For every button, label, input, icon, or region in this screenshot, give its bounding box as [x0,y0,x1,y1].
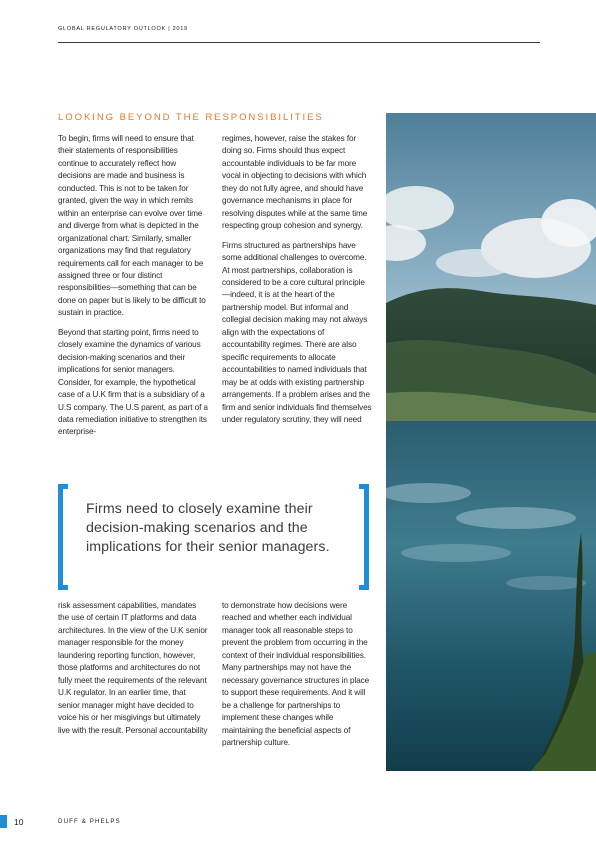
section-heading: LOOKING BEYOND THE RESPONSIBILITIES [58,112,324,123]
running-header: GLOBAL REGULATORY OUTLOOK | 2019 [58,26,188,32]
paragraph: Firms structured as partnerships have some additional challenges to overcome. At most partnerships, collaboration is considered to be a core cultural principle—indeed, it is at the heart of the partnership model. But informal and collegial decision making may not always align with the expectations of accountability regimes. There are also specific requirements to allocate accountabilities to named individuals that may be at odds with existing partnership arrangements. If a problem arises and the firm and senior individuals find themselves under regulatory scrutiny, they will need [222,240,372,424]
page-number-marker [0,815,7,828]
text-column-top-right [222,133,372,433]
left-bracket [58,484,68,590]
paragraph: regimes, however, raise the stakes for doing so. Firms should thus expect accountable individuals to be far more vocal in objecting to decisions with which they do not fully agree, and should have governance mechanisms in place for resolving disputes while at the same time respecting group cohesion and synergy. [222,134,368,231]
pull-quote [58,484,369,590]
text-column-bottom-right [222,600,372,756]
right-bracket [359,484,369,590]
footer-brand: DUFF & PHELPS [58,818,121,825]
page-number: 10 [14,817,24,827]
pull-quote-text: Firms need to closely examine their decision-making scenarios and the implications for their senior managers. [86,501,330,555]
paragraph: To begin, firms will need to ensure that their statements of responsibilities continue to accurately reflect how decisions are made and business is conducted. This is not to be taken for granted, given the way in which remits within an enterprise can evolve over time and diverge from what is depicted in the organizational chart. Similarly, smaller organizations may find that regulatory requirements call for each manager to be assigned three or four distinct responsibilities—something that can be done on paper but is likely to be difficult to sustain in practice. [58,134,206,318]
paragraph: to demonstrate how decisions were reached and whether each individual manager took all reasonable steps to prevent the problem from occurring in the context of their individual responsibilities. Many partnerships may not have the necessary governance structures in place to support these requirements. And it will be a challenge for partnerships to implement these changes while maintaining the beneficial aspects of partnership culture. [222,601,370,747]
text-column-top-left [58,133,208,446]
text-column-bottom-left [58,600,208,744]
paragraph: Beyond that starting point, firms need to closely examine the dynamics of various decision-making scenarios and their implications for senior managers. Consider, for example, the hypothetical case of a U.K firm that is a subsidiary of a U.S company. The U.S parent, as part of a data remediation initiative to strengthen its enterprise- [58,327,208,437]
lake-mountain-photo [386,113,596,771]
header-rule [58,42,540,43]
paragraph: risk assessment capabilities, mandates the use of certain IT platforms and data architectures. In the view of the U.K senior manager responsible for the money laundering reporting function, however, those platforms and architectures do not fully meet the requirements of the relevant U.K regulator. In an earlier time, that senior manager might have decided to voice his or her misgivings but ultimately live with the result. Personal accountability [58,601,208,735]
